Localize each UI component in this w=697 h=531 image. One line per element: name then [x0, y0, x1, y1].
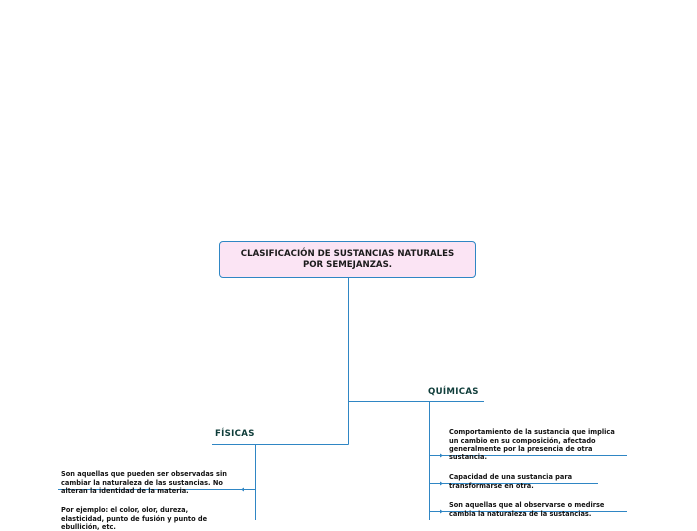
quimicas-leaf-3[interactable]	[449, 493, 604, 518]
quimicas-leaf1-arrow-icon	[440, 454, 443, 458]
branch-quimicas-label: QUÍMICAS	[428, 387, 479, 397]
root-topic-node[interactable]	[219, 241, 476, 278]
branch-fisicas[interactable]	[215, 429, 255, 439]
quimicas-leaf-2[interactable]	[449, 465, 572, 490]
quimicas-leaf-1-text: Comportamiento de la sustancia que implica un cambio en su composición, afectado generalmente por la presencia de otra sustancia.	[449, 428, 615, 462]
quimicas-leaf-2-text: Capacidad de una sustancia para transformarse en otra.	[449, 473, 573, 490]
root-topic-title: CLASIFICACIÓN DE SUSTANCIAS NATURALES POR SEMEJANZAS.	[240, 248, 455, 270]
branch-quimicas[interactable]	[428, 387, 479, 397]
quimicas-leaf3-arrow-icon	[440, 510, 443, 514]
fisicas-leaf1-arrow-icon	[241, 488, 244, 492]
branch-fisicas-label: FÍSICAS	[215, 429, 255, 439]
quimicas-leaf-3-text: Son aquellas que al observarse o medirse cambia la naturaleza de la sustancias.	[449, 501, 605, 518]
fisicas-leaf-2[interactable]	[61, 498, 207, 531]
fisicas-leaf-1[interactable]	[61, 462, 227, 495]
fisicas-leaf-1-text: Son aquellas que pueden ser observadas sin cambiar la naturaleza de las sustancias. No alteran la identidad de la materia.	[61, 470, 227, 495]
fisicas-leaf-2-text: Por ejemplo: el color, olor, dureza, elasticidad, punto de fusión y punto de ebullición, etc.	[61, 506, 208, 531]
quimicas-leaf-1[interactable]	[449, 420, 615, 461]
quimicas-leaf2-arrow-icon	[440, 482, 443, 486]
